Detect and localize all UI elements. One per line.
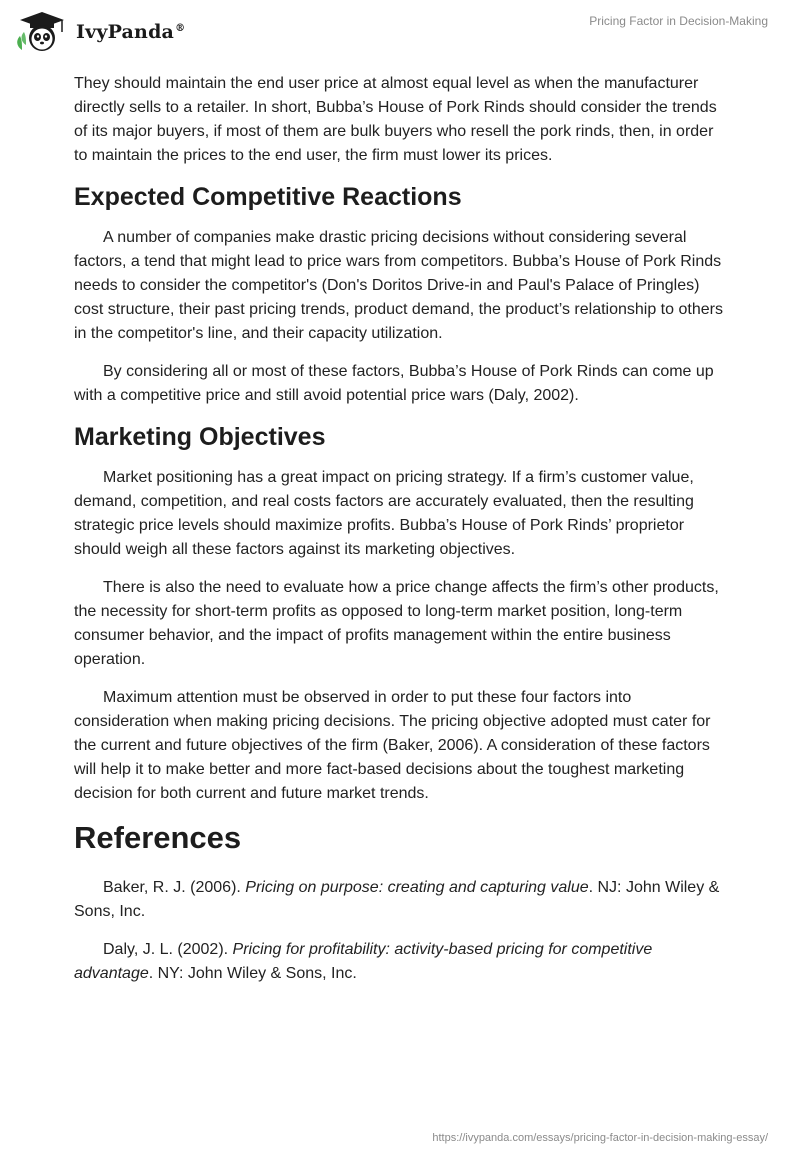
heading-competitive-reactions: Expected Competitive Reactions: [74, 183, 462, 211]
reference-author: Daly, J. L. (2002).: [103, 941, 233, 958]
paragraph: Maximum attention must be observed in order to put these four factors into consideration when making pricing decisions. The pricing objective adopted must cater for the current and future objectives of the firm (Baker, 2006). A consideration of these factors will help it to make better and more fact-based decisions about the toughest marketing decision for both current and future market trends.: [74, 689, 711, 802]
source-url[interactable]: https://ivypanda.com/essays/pricing-factor-in-decision-making-essay/: [432, 1132, 768, 1144]
heading-marketing-objectives: Marketing Objectives: [74, 423, 326, 451]
paragraph: By considering all or most of these factors, Bubba’s House of Pork Rinds can come up with a competitive price and still avoid potential price wars (Daly, 2002).: [74, 363, 714, 404]
page-header: [0, 0, 800, 64]
paragraph: A number of companies make drastic pricing decisions without considering several factors, a tend that might lead to price wars from competitors. Bubba’s House of Pork Rinds needs to consider the competitor's (Don's Doritos Drive-in and Paul's Palace of Pringles) cost structure, their past pricing trends, product demand, the product’s relationship to others in the competitor's line, and their capacity utilization.: [74, 229, 723, 342]
paragraph: There is also the need to evaluate how a price change affects the firm’s other products, the necessity for short-term profits as opposed to long-term market position, long-term consumer behavior, and the impact of profits management within the entire business operation.: [74, 579, 719, 668]
paragraph: Market positioning has a great impact on pricing strategy. If a firm’s customer value, demand, competition, and real costs factors are accurately evaluated, then the resulting strategic price levels should maximize profits. Bubba’s House of Pork Rinds’ proprietor should weigh all these factors against its marketing objectives.: [74, 469, 694, 558]
document-title: Pricing Factor in Decision-Making: [589, 14, 768, 28]
reference-item: [74, 876, 726, 924]
heading-references: References: [74, 820, 242, 855]
reference-title: Pricing on purpose: creating and capturing value: [245, 879, 589, 896]
reference-publisher: . NJ: John Wiley & Sons, Inc.: [74, 879, 720, 920]
ivypanda-logo[interactable]: [14, 10, 185, 54]
reference-author: Baker, R. J. (2006).: [103, 879, 246, 896]
panda-logo-icon: [14, 10, 70, 54]
registered-mark: ®: [175, 22, 186, 34]
brand-text: IvyPanda: [76, 21, 175, 43]
reference-publisher: . NY: John Wiley & Sons, Inc.: [148, 965, 357, 982]
reference-item: [74, 938, 726, 986]
paragraph-continuation: They should maintain the end user price at almost equal level as when the manufacturer directly sells to a retailer. In short, Bubba’s House of Pork Rinds should consider the trends of its major buyers, if most of them are bulk buyers who resell the pork rinds, then, in order to maintain the prices to the end user, the firm must lower its prices.: [74, 75, 717, 164]
reference-title: Pricing for profitability: activity-based pricing for competitive advantage: [74, 941, 653, 982]
brand-name: [76, 21, 185, 43]
essay-body: [74, 72, 726, 1000]
